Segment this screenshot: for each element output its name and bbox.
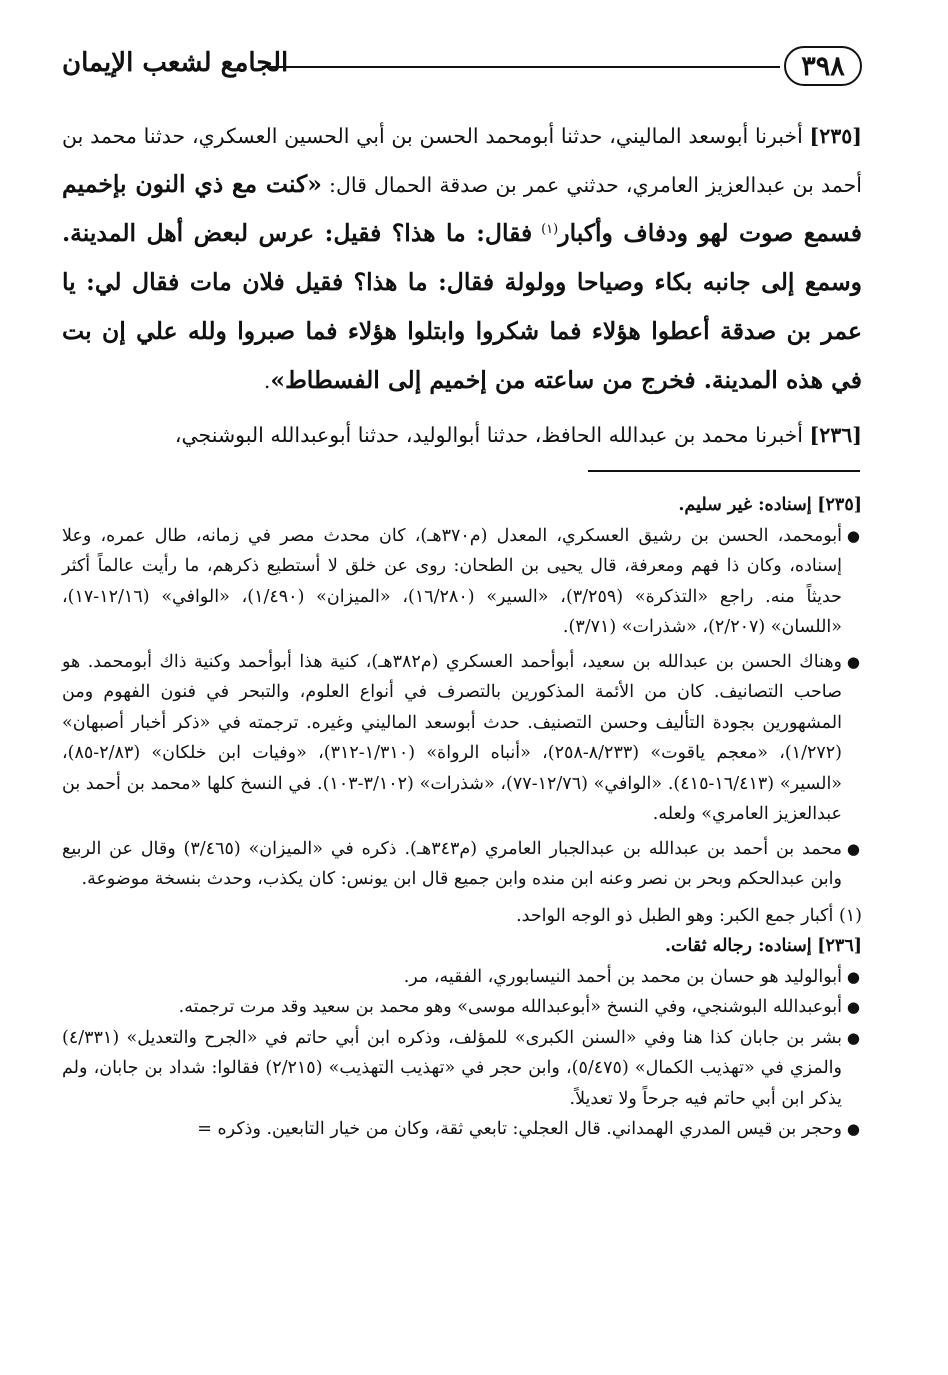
hadith-235 xyxy=(62,112,862,405)
hadith-number: [٢٣٥] xyxy=(809,124,862,148)
hadith-matn-part1: «كنت مع ذي النون بإخميم فسمع صوت لهو ودفاف وأكبار xyxy=(62,170,862,247)
footnote-marker: (١) xyxy=(541,222,559,238)
hadith-matn-part2: فقال: ما هذا؟ فقيل: عرس لبعض أهل المدينة. وسمع إلى جانبه بكاء وصياحا وولولة فقال: ما هذا؟ فقيل فلان مات فقال لي: يا عمر بن صدقة أعطوا هؤلاء فما شكروا وابتلوا هؤلاء فما صبروا ولله علي إن بت في هذه المدينة. فخرج من ساعته من إخميم إلى الفسطاط» xyxy=(62,219,862,394)
list-item: ● بشر بن جابان كذا هنا وفي «السنن الكبرى» للمؤلف، وذكره ابن أبي حاتم في «الجرح والتعديل» (٤/٣٣١) والمزي في «تهذيب الكمال» (٥/٤٧٥)، وابن حجر في «تهذيب التهذيب» (٢/٢١٥) فقالوا: شداد بن جابان، ولم يذكر ابن أبي حاتم فيه جرحاً ولا تعديلاً. xyxy=(62,1023,862,1115)
hadith-236 xyxy=(62,411,862,459)
list-item: ● أبوعبدالله البوشنجي، وفي النسخ «أبوعبدالله موسى» وهو محمد بن سعيد وقد مرت ترجمته. xyxy=(62,992,862,1023)
note-heading-235: [٢٣٥] إسناده: غير سليم. xyxy=(678,495,862,515)
main-text xyxy=(62,112,862,459)
note-235-list xyxy=(62,521,862,895)
list-item: ● أبومحمد، الحسن بن رشيق العسكري، المعدل (م٣٧٠هـ)، كان محدث مصر في زمانه، طال عمره، وعلا إسناده، وكان ذا فهم ومعرفة، قال يحيى بن الطحان: روى عن خلق لا أستطيع ذكرهم، ما رأيت عالماً أكثر حديثاً منه. راجع «التذكرة» (٣/٢٥٩)، «السير» (١٦/٢٨٠)، «الميزان» (١/٤٩٠)، «الوافي» (١٢/١٦-١٧)، «اللسان» (٢/٢٠٧)، «شذرات» (٣/٧١). xyxy=(62,521,862,643)
bullet-icon: ● xyxy=(846,839,860,858)
footnote-separator xyxy=(588,470,860,472)
page-number: ٣٩٨ xyxy=(784,46,862,86)
note-heading-236: [٢٣٦] إسناده: رجاله ثقات. xyxy=(664,936,862,956)
bullet-icon: ● xyxy=(846,998,860,1016)
book-title: الجامع لشعب الإيمان xyxy=(62,48,289,78)
hadith-number: [٢٣٦] xyxy=(809,423,862,447)
list-item: ● أبوالوليد هو حسان بن محمد بن أحمد النيسابوري، الفقيه، مر. xyxy=(62,962,862,993)
list-item: ● وحجر بن قيس المدري الهمداني. قال العجلي: تابعي ثقة، وكان من خيار التابعين. وذكره = xyxy=(62,1114,862,1145)
hadith-isnad: أخبرنا أبوسعد الماليني، حدثنا أبومحمد الحسن بن أبي الحسين العسكري، حدثنا محمد بن أحمد بن عبدالعزيز العامري، حدثني عمر بن صدقة الحمال قال: xyxy=(62,124,862,197)
notes-section xyxy=(62,490,862,1145)
page-header xyxy=(62,42,862,98)
header-rule xyxy=(262,66,780,68)
bullet-icon: ● xyxy=(846,1120,860,1138)
bullet-icon: ● xyxy=(846,652,860,671)
bullet-icon: ● xyxy=(846,1028,860,1047)
list-item: ● وهناك الحسن بن عبدالله بن سعيد، أبوأحمد العسكري (م٣٨٢هـ)، كنية هذا أبوأحمد وكنية ذاك أبومحمد. هو صاحب التصانيف. كان من الأئمة المذكورين بالتصرف في أنواع العلوم، والتبحر في فنون الفهوم ومن المشهورين بجودة التأليف وحسن التصنيف. حدث أبوسعد الماليني وغيره. ترجمته في «ذكر أخبار أصبهان» (١/٢٧٢)، «معجم ياقوت» (٨/٢٣٣-٢٥٨)، «أنباه الرواة» (١/٣١٠-٣١٢)، «وفيات ابن خلكان» (٢/٨٣-٨٥)، «السير» (١٦/٤١٣-٤١٥). «الوافي» (١٢/٧٦-٧٧)، «شذرات» (٣/١٠٢-١٠٣). في النسخ كلها «محمد بن أحمد بن عبدالعزيز العامري» ولعله. xyxy=(62,647,862,830)
hadith-isnad: أخبرنا محمد بن عبدالله الحافظ، حدثنا أبوالوليد، حدثنا أبوعبدالله البوشنجي، xyxy=(174,423,804,447)
bullet-icon: ● xyxy=(846,967,860,986)
note-236-list xyxy=(62,962,862,1145)
bullet-icon: ● xyxy=(846,526,860,545)
footnote-1: (١) أكبار جمع الكبر: وهو الطبل ذو الوجه الواحد. xyxy=(516,905,862,926)
list-item: ● محمد بن أحمد بن عبدالله بن عبدالجبار العامري (م٣٤٣هـ). ذكره في «الميزان» (٣/٤٦٥) وقال عن الربيع وابن عبدالحكم وبحر بن نصر وعنه ابن منده وابن جميع قال ابن يونس: كان يكذب، وحدث بنسخة موضوعة. xyxy=(62,834,862,895)
hadith-end: . xyxy=(263,369,271,393)
